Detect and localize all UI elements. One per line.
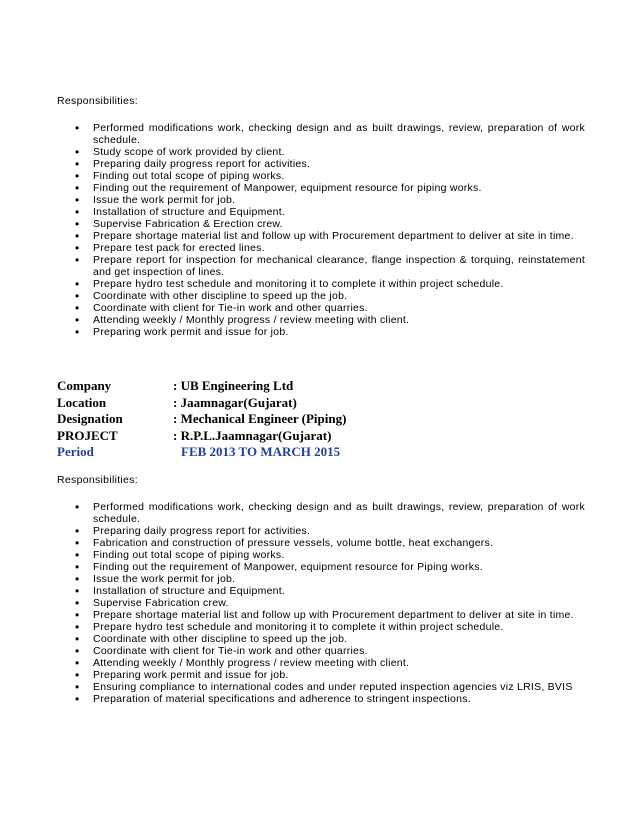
responsibilities-heading-2: Responsibilities: — [57, 474, 138, 486]
list-item: • Coordinate with other discipline to speed up the job. — [0, 633, 585, 645]
location-label: Location — [57, 394, 107, 410]
location-value: : Jaamnagar(Gujarat) — [173, 394, 297, 410]
list-item: • Preparing daily progress report for activities. — [0, 158, 585, 170]
company-label: Company — [57, 378, 112, 393]
location-row — [57, 395, 477, 412]
company-row — [57, 378, 477, 395]
period-value: FEB 2013 TO MARCH 2015 — [181, 444, 341, 460]
period-row — [57, 444, 477, 461]
list-item: • Coordinate with client for Tie-in work and other quarries. — [0, 645, 585, 657]
list-item: • Attending weekly / Monthly progress / review meeting with client. — [0, 314, 585, 326]
list-item: • Installation of structure and Equipment. — [0, 585, 585, 597]
company-value: : UB Engineering Ltd — [173, 378, 294, 393]
list-item: • Coordinate with other discipline to speed up the job. — [0, 290, 585, 302]
list-item: • Study scope of work provided by client. — [0, 146, 585, 158]
list-item: • Finding out the requirement of Manpower, equipment resource for Piping works. — [0, 561, 585, 573]
list-item: • Coordinate with client for Tie-in work and other quarries. — [0, 302, 585, 314]
list-item: • Installation of structure and Equipment. — [0, 206, 585, 218]
designation-label: Designation — [57, 411, 123, 427]
employment-details — [57, 378, 477, 461]
list-item: • Fabrication and construction of pressure vessels, volume bottle, heat exchangers. — [0, 537, 585, 549]
list-item: • Prepare test pack for erected lines. — [0, 242, 585, 254]
period-label: Period — [57, 444, 94, 460]
list-item: • Preparing work permit and issue for job. — [0, 669, 585, 681]
list-item: • Prepare report for inspection for mechanical clearance, flange inspection & torquing, reinstatement and get inspection of lines. — [0, 254, 585, 278]
list-item: • Finding out total scope of piping works. — [0, 549, 585, 561]
list-item: • Prepare shortage material list and follow up with Procurement department to deliver at site in time. — [0, 230, 585, 242]
list-item: • Issue the work permit for job. — [0, 573, 585, 585]
list-item: • Prepare shortage material list and follow up with Procurement department to deliver at site in time. — [0, 609, 585, 621]
responsibilities-list-2 — [0, 501, 638, 705]
designation-row — [57, 411, 477, 428]
list-item: • Supervise Fabrication crew. — [0, 597, 585, 609]
list-item: • Finding out the requirement of Manpower, equipment resource for piping works. — [0, 182, 585, 194]
list-item: • Preparing daily progress report for activities. — [0, 525, 585, 537]
list-item: • Ensuring compliance to international codes and under reputed inspection agencies viz LRIS, BVIS — [0, 681, 585, 693]
list-item: • Preparing work permit and issue for job. — [0, 326, 585, 338]
list-item: • Performed modifications work, checking design and as built drawings, review, preparation of work schedule. — [0, 122, 585, 146]
responsibilities-list-1 — [0, 122, 638, 338]
list-item: • Prepare hydro test schedule and monitoring it to complete it within project schedule. — [0, 278, 585, 290]
list-item: • Attending weekly / Monthly progress / review meeting with client. — [0, 657, 585, 669]
list-item: • Issue the work permit for job. — [0, 194, 585, 206]
project-row — [57, 428, 477, 445]
project-label: PROJECT — [57, 427, 118, 443]
list-item: • Preparation of material specifications and adherence to stringent inspections. — [0, 693, 585, 705]
list-item: • Supervise Fabrication & Erection crew. — [0, 218, 585, 230]
project-value: : R.P.L.Jaamnagar(Gujarat) — [173, 427, 332, 443]
designation-value: : Mechanical Engineer (Piping) — [173, 411, 347, 427]
list-item: • Finding out total scope of piping works. — [0, 170, 585, 182]
list-item: • Prepare hydro test schedule and monitoring it to complete it within project schedule. — [0, 621, 585, 633]
responsibilities-heading-1: Responsibilities: — [57, 95, 138, 107]
list-item: • Performed modifications work, checking design and as built drawings, review, preparation of work schedule. — [0, 501, 585, 525]
